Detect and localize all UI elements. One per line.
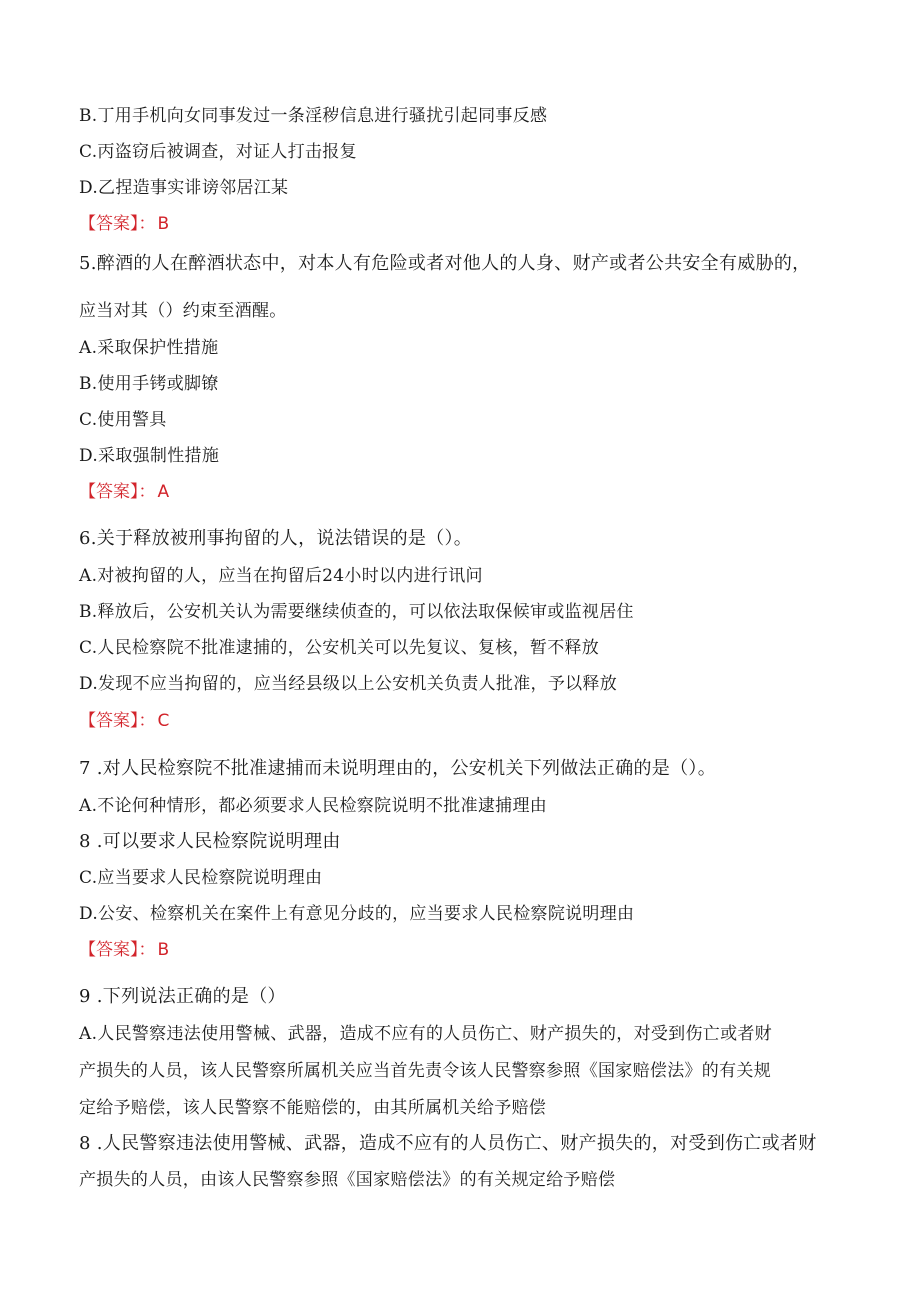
option-d-q6: D.发现不应当拘留的，应当经县级以上公安机关负责人批准，予以释放: [79, 674, 618, 694]
option-b-q4: B.丁用手机向女同事发过一条淫秽信息进行骚扰引起同事反感: [79, 106, 548, 126]
answer-label: 【答案】：: [79, 711, 156, 731]
option-b-q9-line-1: 8 .人民警察违法使用警械、武器，造成不应有的人员伤亡、财产损失的，对受到伤亡或者财: [79, 1133, 817, 1154]
answer-q7: [79, 939, 169, 961]
answer-label: 【答案】：: [79, 214, 156, 234]
answer-label: 【答案】：: [79, 940, 156, 960]
question-5-line-1: 5.醉酒的人在醉酒状态中，对本人有危险或者对他人的人身、财产或者公共安全有威胁的，: [79, 253, 811, 274]
answer-value: A: [157, 482, 170, 502]
option-a-q6: A.对被拘留的人，应当在拘留后24小时以内进行讯问: [79, 566, 483, 586]
question-9: 9 .下列说法正确的是（）: [79, 986, 286, 1007]
question-7: 7 .对人民检察院不批准逮捕而未说明理由的，公安机关下列做法正确的是（）。: [79, 758, 716, 779]
option-a-q7: A.不论何种情形，都必须要求人民检察院说明不批准逮捕理由: [79, 796, 548, 816]
option-b-q9-line-2: 产损失的人员，由该人民警察参照《国家赔偿法》的有关规定给予赔偿: [79, 1170, 616, 1190]
option-c-q5: C.使用警具: [79, 410, 167, 430]
option-d-q4: D.乙捏造事实诽谤邻居江某: [79, 178, 289, 198]
option-c-q7: C.应当要求人民检察院说明理由: [79, 868, 323, 888]
option-b-q6: B.释放后，公安机关认为需要继续侦查的，可以依法取保候审或监视居住: [79, 602, 634, 622]
option-b-q5: B.使用手铐或脚镣: [79, 374, 219, 394]
option-a-q9-line-3: 定给予赔偿，该人民警察不能赔偿的，由其所属机关给予赔偿: [79, 1098, 547, 1118]
answer-value: B: [157, 940, 170, 960]
question-6: 6.关于释放被刑事拘留的人，说法错误的是（）。: [79, 528, 473, 549]
option-c-q4: C.丙盗窃后被调查，对证人打击报复: [79, 142, 357, 162]
option-b-q7: 8 .可以要求人民检察院说明理由: [79, 831, 341, 852]
question-5-line-2: 应当对其（）约束至酒醒。: [79, 301, 287, 321]
option-a-q9-line-1: A.人民警察违法使用警械、武器，造成不应有的人员伤亡、财产损失的，对受到伤亡或者财: [79, 1024, 772, 1044]
option-a-q9-line-2: 产损失的人员，该人民警察所属机关应当首先责令该人民警察参照《国家赔偿法》的有关规: [79, 1061, 771, 1081]
answer-q4: [79, 213, 169, 235]
answer-q6: [79, 710, 169, 732]
option-d-q7: D.公安、检察机关在案件上有意见分歧的，应当要求人民检察院说明理由: [79, 904, 635, 924]
option-d-q5: D.采取强制性措施: [79, 446, 220, 466]
answer-label: 【答案】：: [79, 482, 156, 502]
answer-value: B: [157, 214, 170, 234]
answer-value: C: [157, 711, 170, 731]
option-c-q6: C.人民检察院不批准逮捕的，公安机关可以先复议、复核，暂不释放: [79, 638, 600, 658]
option-a-q5: A.采取保护性措施: [79, 338, 219, 358]
answer-q5: [79, 481, 169, 503]
